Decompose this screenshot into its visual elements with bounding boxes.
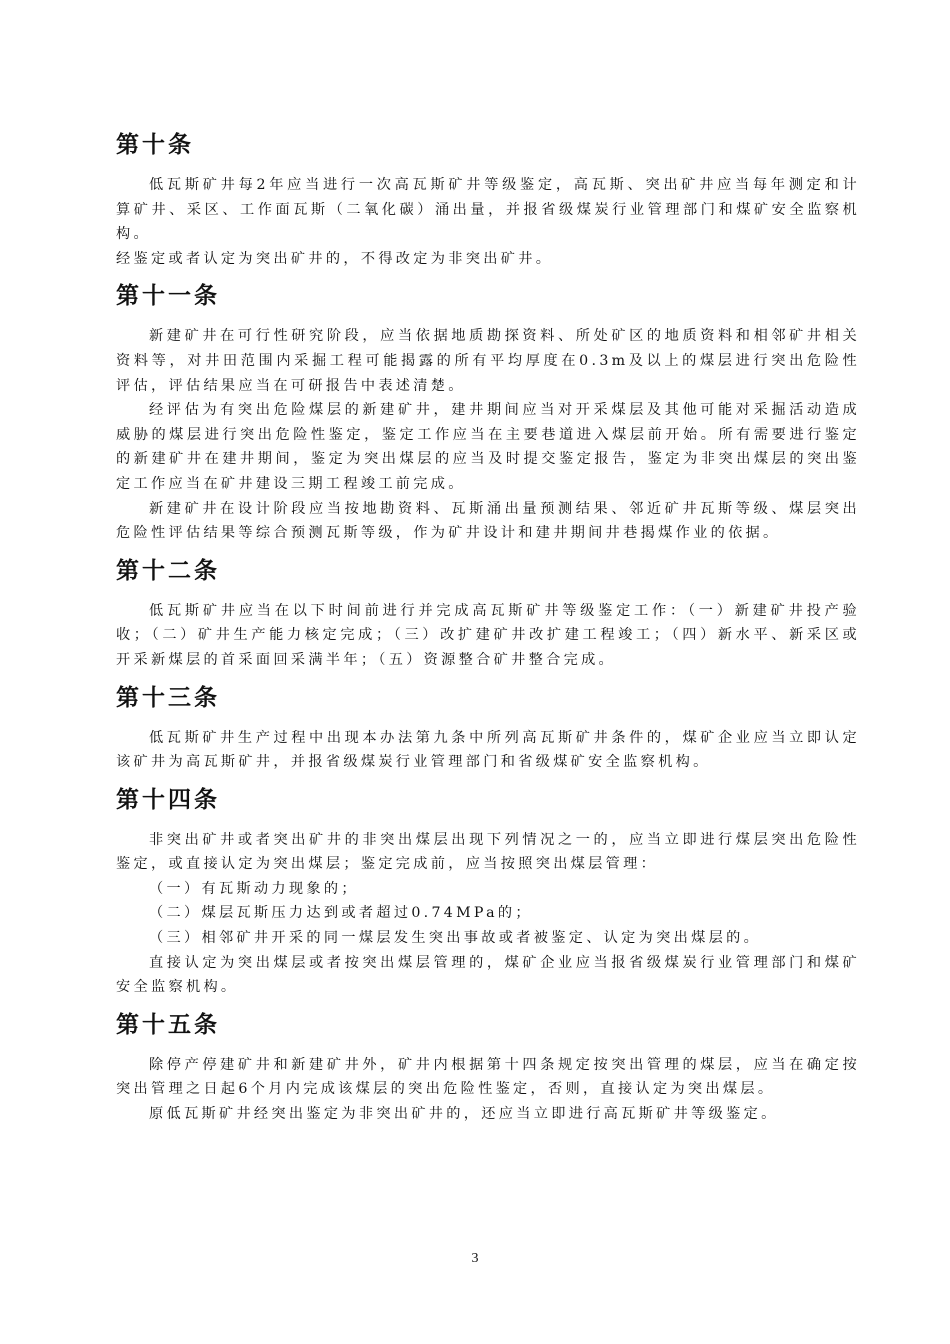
list-item: （一）有瓦斯动力现象的； xyxy=(149,880,359,897)
article-13 xyxy=(116,683,860,785)
article-title: 第十四条 xyxy=(116,786,220,813)
article-title: 第十二条 xyxy=(116,557,220,584)
paragraph: 新建矿井在设计阶段应当按地勘资料、瓦斯涌出量预测结果、邻近矿井瓦斯等级、煤层突出危险性评估结果等综合预测瓦斯等级，作为矿井设计和建井期间井巷揭煤作业的依据。 xyxy=(116,500,860,542)
article-title: 第十一条 xyxy=(116,283,220,310)
paragraph: 低瓦斯矿井应当在以下时间前进行并完成高瓦斯矿井等级鉴定工作：（一）新建矿井投产验收；（二）矿井生产能力核定完成；（三）改扩建矿井改扩建工程竣工；（四）新水平、新采区或开采新煤层的首采面回采满半年；（五）资源整合矿井整合完成。 xyxy=(116,602,860,668)
list-item: （三）相邻矿井开采的同一煤层发生突出事故或者被鉴定、认定为突出煤层的。 xyxy=(149,930,762,947)
article-14 xyxy=(116,785,860,1010)
paragraph: 除停产停建矿井和新建矿井外，矿井内根据第十四条规定按突出管理的煤层，应当在确定按突出管理之日起6个月内完成该煤层的突出危险性鉴定，否则，直接认定为突出煤层。 xyxy=(116,1056,860,1098)
paragraph: 原低瓦斯矿井经突出鉴定为非突出矿井的，还应当立即进行高瓦斯矿井等级鉴定。 xyxy=(149,1106,779,1123)
list-item: （二）煤层瓦斯压力达到或者超过0.74MPa的； xyxy=(149,905,533,922)
spacer xyxy=(116,1000,860,1010)
paragraph: 非突出矿井或者突出矿井的非突出煤层出现下列情况之一的，应当立即进行煤层突出危险性鉴定，或直接认定为突出煤层；鉴定完成前，应当按照突出煤层管理： xyxy=(116,831,860,873)
paragraph: 经评估为有突出危险煤层的新建矿井，建井期间应当对开采煤层及其他可能对采掘活动造成威胁的煤层进行突出危险性鉴定，鉴定工作应当在主要巷道进入煤层前开始。所有需要进行鉴定的新建矿井在建井期间，鉴定为突出煤层的应当及时提交鉴定报告，鉴定为非突出煤层的突出鉴定工作应当在矿井建设三期工程竣工前完成。 xyxy=(116,402,860,492)
document-body xyxy=(116,130,860,1127)
article-10 xyxy=(116,130,860,281)
article-15 xyxy=(116,1010,860,1127)
paragraph: 直接认定为突出煤层或者按突出煤层管理的，煤矿企业应当报省级煤炭行业管理部门和煤矿安全监察机构。 xyxy=(116,954,860,996)
spacer xyxy=(116,775,860,785)
paragraph: 经鉴定或者认定为突出矿井的，不得改定为非突出矿井。 xyxy=(116,250,554,267)
article-title: 第十三条 xyxy=(116,684,220,711)
article-12 xyxy=(116,556,860,683)
article-title: 第十条 xyxy=(116,132,194,158)
spacer xyxy=(116,673,860,683)
article-11 xyxy=(116,281,860,555)
paragraph: 新建矿井在可行性研究阶段，应当依据地质勘探资料、所处矿区的地质资料和相邻矿井相关资料等，对井田范围内采掘工程可能揭露的所有平均厚度在0.3m及以上的煤层进行突出危险性评估，评估结果应当在可研报告中表述清楚。 xyxy=(116,328,860,394)
page-number: 3 xyxy=(471,1251,479,1266)
spacer xyxy=(116,546,860,556)
article-title: 第十五条 xyxy=(116,1011,220,1038)
spacer xyxy=(116,271,860,281)
paragraph: 低瓦斯矿井生产过程中出现本办法第九条中所列高瓦斯矿井条件的，煤矿企业应当立即认定该矿井为高瓦斯矿井，并报省级煤炭行业管理部门和省级煤矿安全监察机构。 xyxy=(116,729,860,771)
paragraph: 低瓦斯矿井每2年应当进行一次高瓦斯矿井等级鉴定，高瓦斯、突出矿井应当每年测定和计算矿井、采区、工作面瓦斯（二氧化碳）涌出量，并报省级煤炭行业管理部门和煤矿安全监察机构。 xyxy=(116,177,860,243)
